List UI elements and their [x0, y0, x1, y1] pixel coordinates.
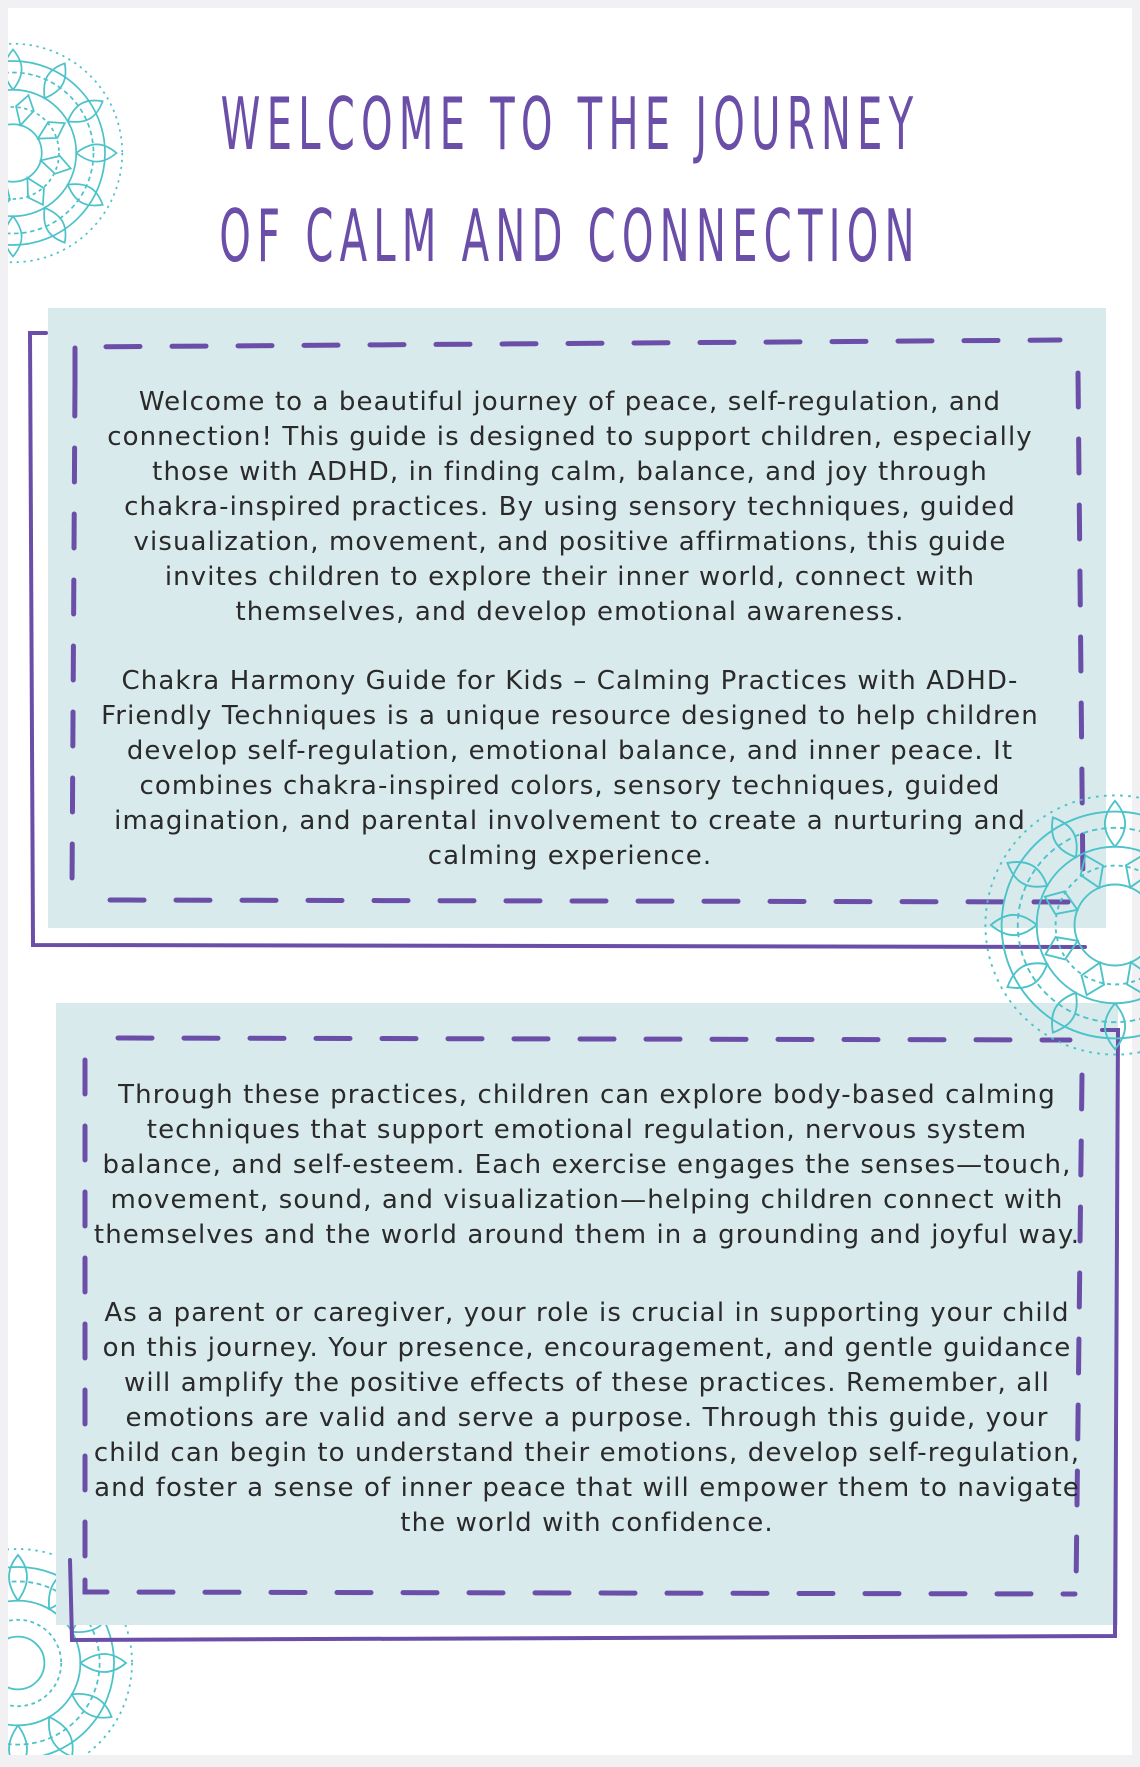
mandala-decoration-top-left — [8, 38, 128, 268]
page-title-line-1: WELCOME TO THE JOURNEY — [217, 88, 924, 160]
section-1-paragraph-2: Chakra Harmony Guide for Kids – Calming Practices with ADHD-Friendly Techniques is a unique resource designed to help children develop self-regulation, emotional balance, and inner peace. It combines chakra-inspired colors, sensory techniques, guided imagination, and parental involvement to create a nurturing and calming experience. — [100, 664, 1040, 874]
section-1-paragraph-1: Welcome to a beautiful journey of peace, self-regulation, and connection! This guide is designed to support children, especially those with ADHD, in finding calm, balance, and joy through chakra-inspired practices. By using sensory techniques, guided visualization, movement, and positive affirmations, this guide invites children to explore their inner world, connect with themselves, and develop emotional awareness. — [100, 385, 1040, 630]
section-2-paragraph-1: Through these practices, children can explore body-based calming techniques that support emotional regulation, nervous system balance, and self-esteem. Each exercise engages the senses—touch, movement, sound, and visualization—helping children connect with themselves and the world around them in a grounding and joyful way. — [92, 1078, 1082, 1253]
section-2-paragraph-2: As a parent or caregiver, your role is crucial in supporting your child on this journey. Your presence, encouragement, and gentle guidance will amplify the positive effects of these practices. Remember, all emotions are valid and serve a purpose. Through this guide, your child can begin to understand their emotions, develop self-regulation, and foster a sense of inner peace that will empower them to navigate the world with confidence. — [92, 1296, 1082, 1541]
page-title-line-2: OF CALM AND CONNECTION — [217, 200, 924, 272]
